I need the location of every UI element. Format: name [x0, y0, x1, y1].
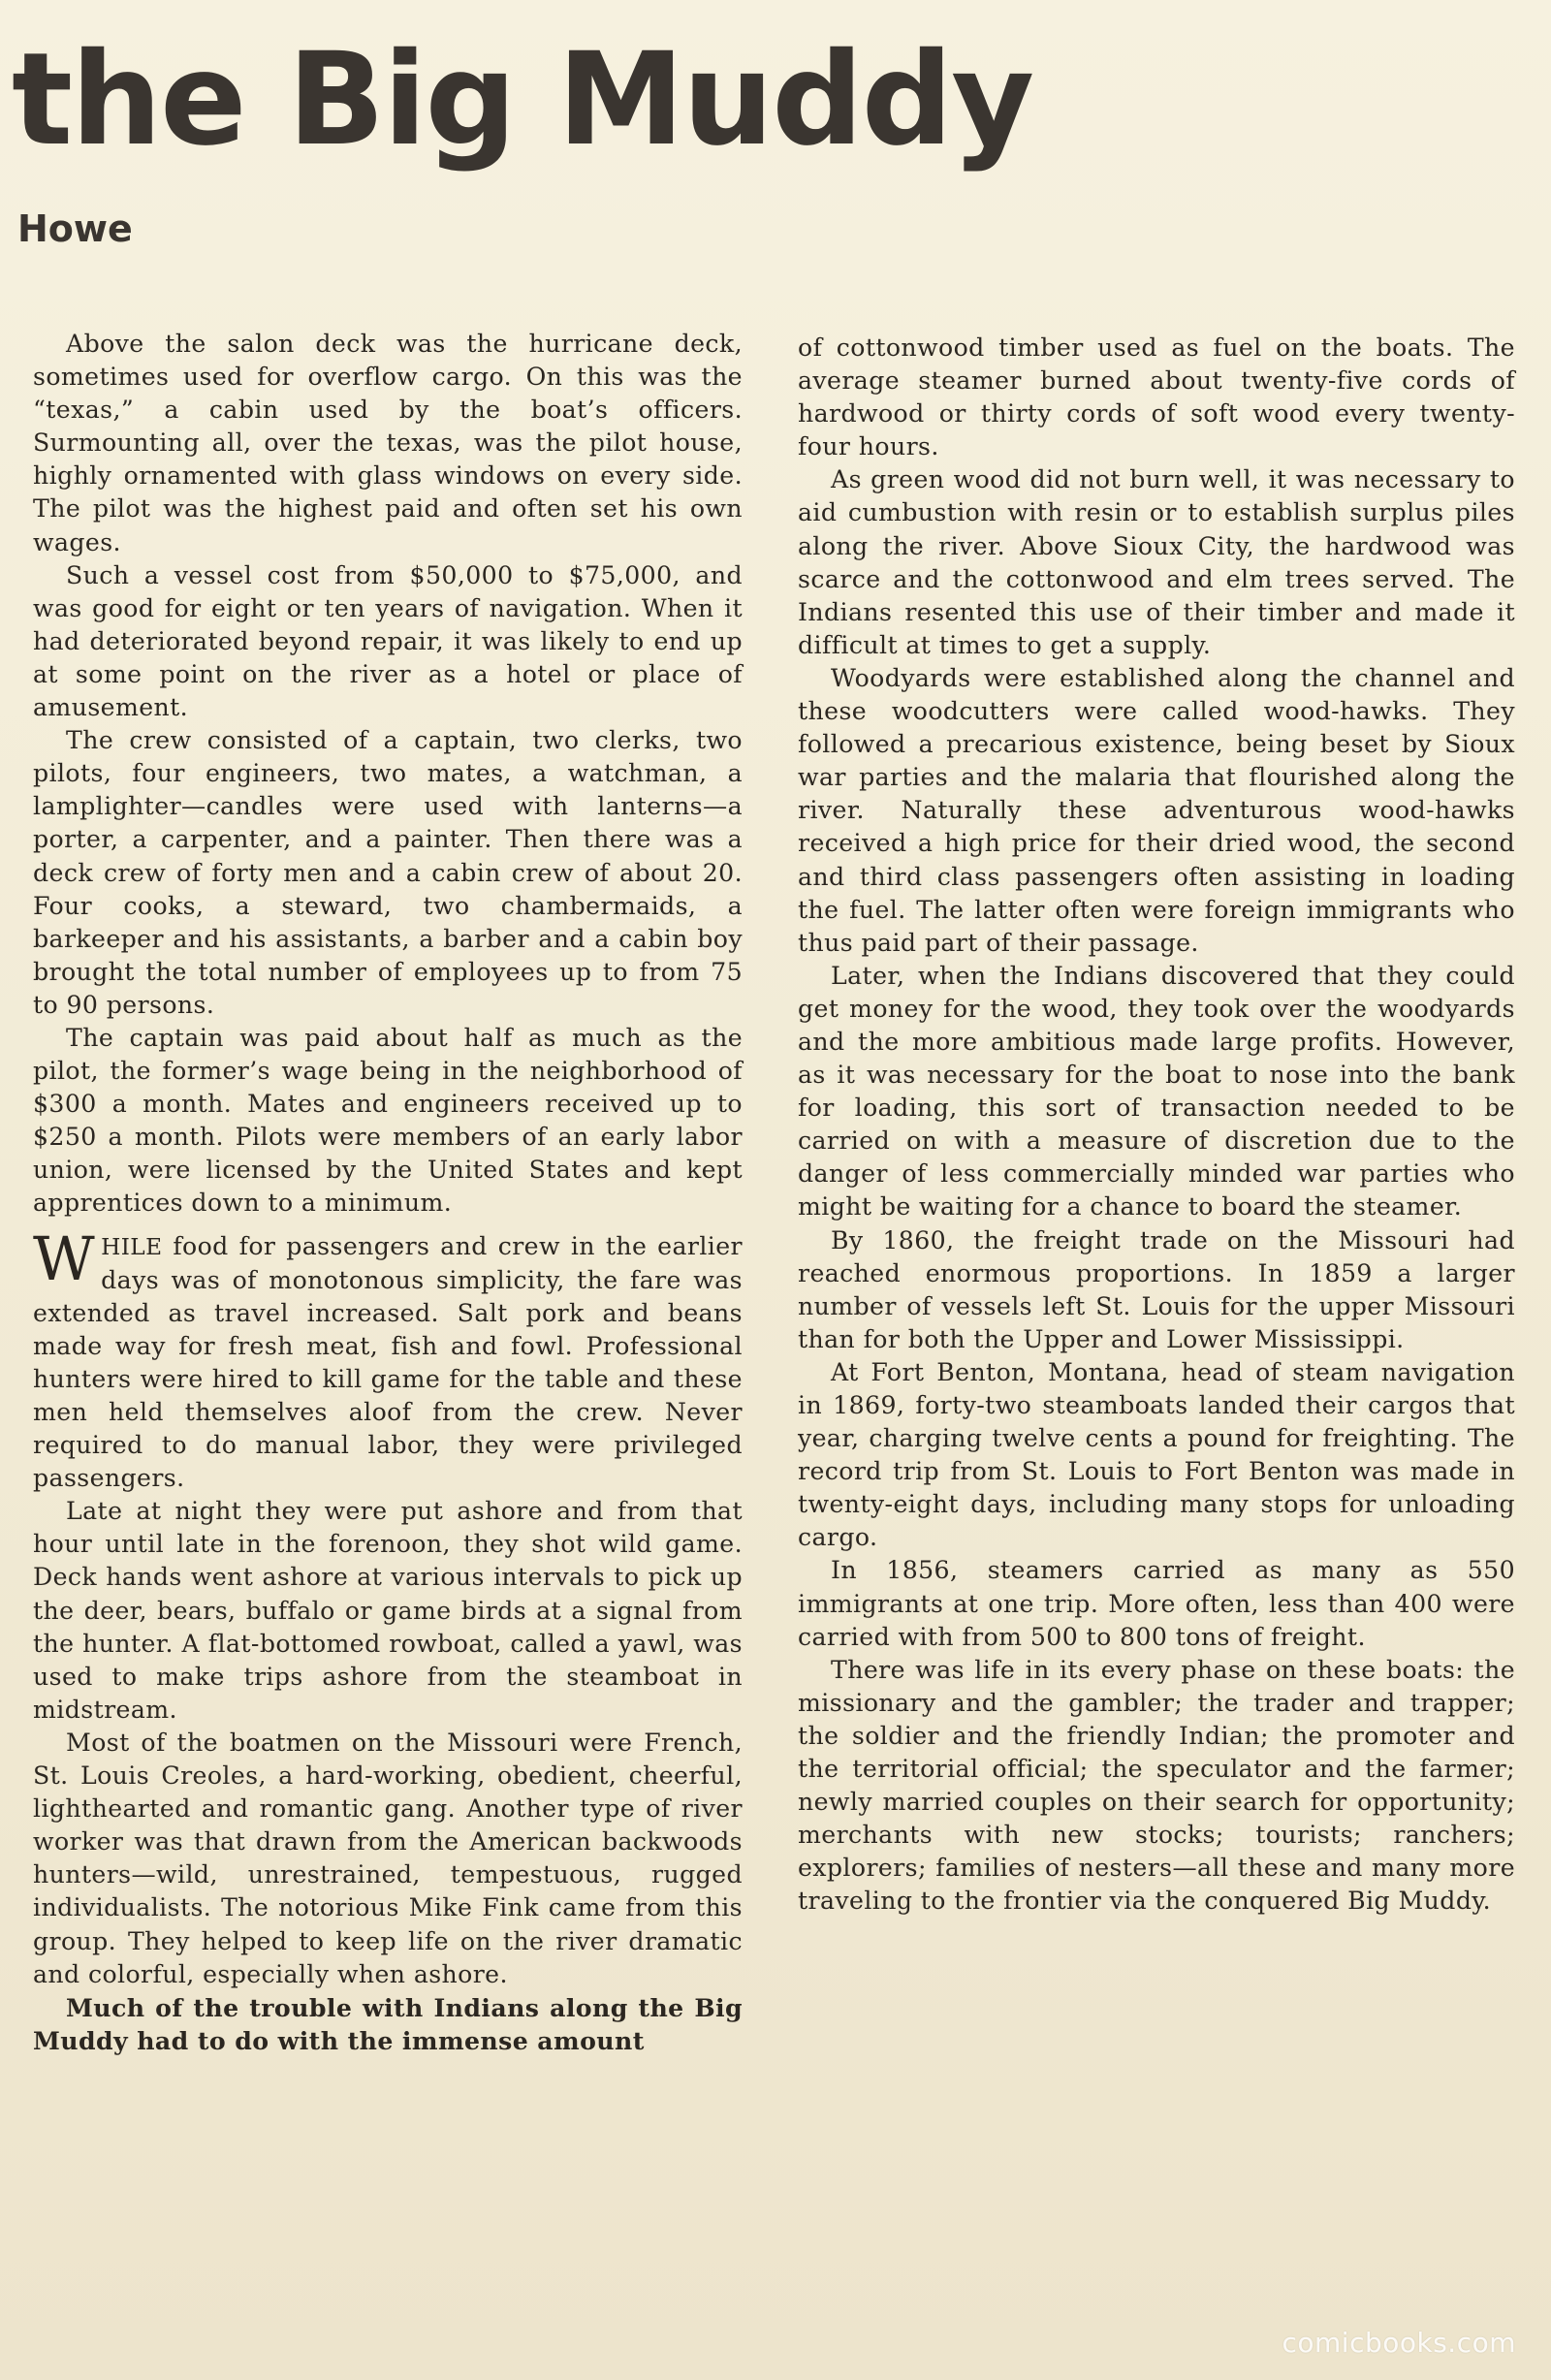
site-watermark: comicbooks.com	[1282, 2327, 1516, 2359]
section-opening-paragraph	[33, 1222, 743, 1496]
drop-cap: W	[33, 1222, 96, 1294]
paragraph: There was life in its every phase on these boats: the missionary and the gambler; the trader and trapper; the soldier and the friendly Indian; the promoter and the territorial official; the speculator and the farmer; newly married couples on their search for opportunity; merchants with new stocks; tourists; ranchers; explorers; families of nesters—all these and many more traveling to the frontier via the conquered Big Muddy.	[798, 1655, 1515, 1916]
paragraph: The crew consisted of a captain, two clerks, two pilots, four engineers, two mates, a watchman, a lamplighter—candles were used with lanterns—a porter, a carpenter, and a painter. Then there was a deck crew of forty men and a cabin crew of about 20. Four cooks, a steward, two chambermaids, a barkeeper and his assistants, a barber and a cabin boy brought the total number of employees up to from 75 to 90 persons.	[33, 726, 743, 1019]
paragraph: Later, when the Indians discovered that they could get money for the wood, they took over the woodyards and the more ambitious made large profits. However, as it was necessary for the boat to nose into the bank for loading, this sort of transaction needed to be carried on with a measure of discretion due to the danger of less commercially minded war parties who might be waiting for a chance to board the steamer.	[798, 961, 1515, 1222]
paragraph: of cottonwood timber used as fuel on the boats. The average steamer burned about twenty-five cords of hardwood or thirty cords of soft wood every twenty-four hours.	[798, 333, 1515, 461]
paragraph: Most of the boatmen on the Missouri were French, St. Louis Creoles, a hard-working, obedient, cheerful, lighthearted and romantic gang. Another type of river worker was that drawn from the American backwoods hunters—wild, unrestrained, tempestuous, rugged individualists. The notorious Mike Fink came from this group. They helped to keep life on the river dramatic and colorful, especially when ashore.	[33, 1728, 743, 1988]
small-caps-lead: HILE	[101, 1233, 163, 1260]
paragraph: Woodyards were established along the channel and these woodcutters were called wood-hawks. They followed a precarious existence, being beset by Sioux war parties and the malaria that flourished along the river. Naturally these adventurous wood-hawks received a high price for their dried wood, the second and third class passengers often assisting in loading the fuel. The latter often were foreign immigrants who thus paid part of their passage.	[798, 663, 1515, 957]
paragraph: The captain was paid about half as much as the pilot, the former’s wage being in the neighborhood of $300 a month. Mates and engineers received up to $250 a month. Pilots were members of an early labor union, were licensed by the United States and kept apprentices down to a minimum.	[33, 1023, 743, 1218]
paragraph: Such a vessel cost from $50,000 to $75,000, and was good for eight or ten years of navigation. When it had deteriorated beyond repair, it was likely to end up at some point on the river as a hotel or place of amusement.	[33, 560, 743, 722]
article-title: the Big Muddy	[12, 25, 1033, 175]
paragraph: Much of the trouble with Indians along the Big Muddy had to do with the immense amount	[33, 1992, 743, 2055]
left-column	[33, 328, 743, 2057]
paragraph: By 1860, the freight trade on the Missouri had reached enormous proportions. In 1859 a larger number of vessels left St. Louis for the upper Missouri than for both the Upper and Lower Mississippi.	[798, 1225, 1515, 1353]
paragraph: At Fort Benton, Montana, head of steam navigation in 1869, forty-two steamboats landed their cargos that year, charging twelve cents a pound for freighting. The record trip from St. Louis to Fort Benton was made in twenty-eight days, including many stops for unloading cargo.	[798, 1357, 1515, 1552]
paragraph-text: food for passengers and crew in the earlier days was of monotonous simplicity, the fare was extended as travel increased. Salt pork and beans made way for fresh meat, fish and fowl. Professional hunters were hired to kill game for the table and these men held themselves aloof from the crew. Never required to do manual labor, they were privileged passengers.	[33, 1231, 743, 1493]
right-column	[798, 332, 1515, 1919]
author-byline: Howe	[17, 207, 133, 250]
paragraph: In 1856, steamers carried as many as 550 immigrants at one trip. More often, less than 400 were carried with from 500 to 800 tons of freight.	[798, 1556, 1515, 1651]
paragraph: Above the salon deck was the hurricane deck, sometimes used for overflow cargo. On this was the “texas,” a cabin used by the boat’s officers. Surmounting all, over the texas, was the pilot house, highly ornamented with glass windows on every side. The pilot was the highest paid and often set his own wages.	[33, 330, 743, 556]
paragraph: Late at night they were put ashore and from that hour until late in the forenoon, they shot wild game. Deck hands went ashore at various intervals to pick up the deer, bears, buffalo or game birds at a signal from the hunter. A flat-bottomed rowboat, called a yawl, was used to make trips ashore from the steamboat in midstream.	[33, 1497, 743, 1724]
paragraph: As green wood did not burn well, it was necessary to aid cumbustion with resin or to establish surplus piles along the river. Above Sioux City, the hardwood was scarce and the cottonwood and elm trees served. The Indians resented this use of their timber and made it difficult at times to get a supply.	[798, 465, 1515, 659]
